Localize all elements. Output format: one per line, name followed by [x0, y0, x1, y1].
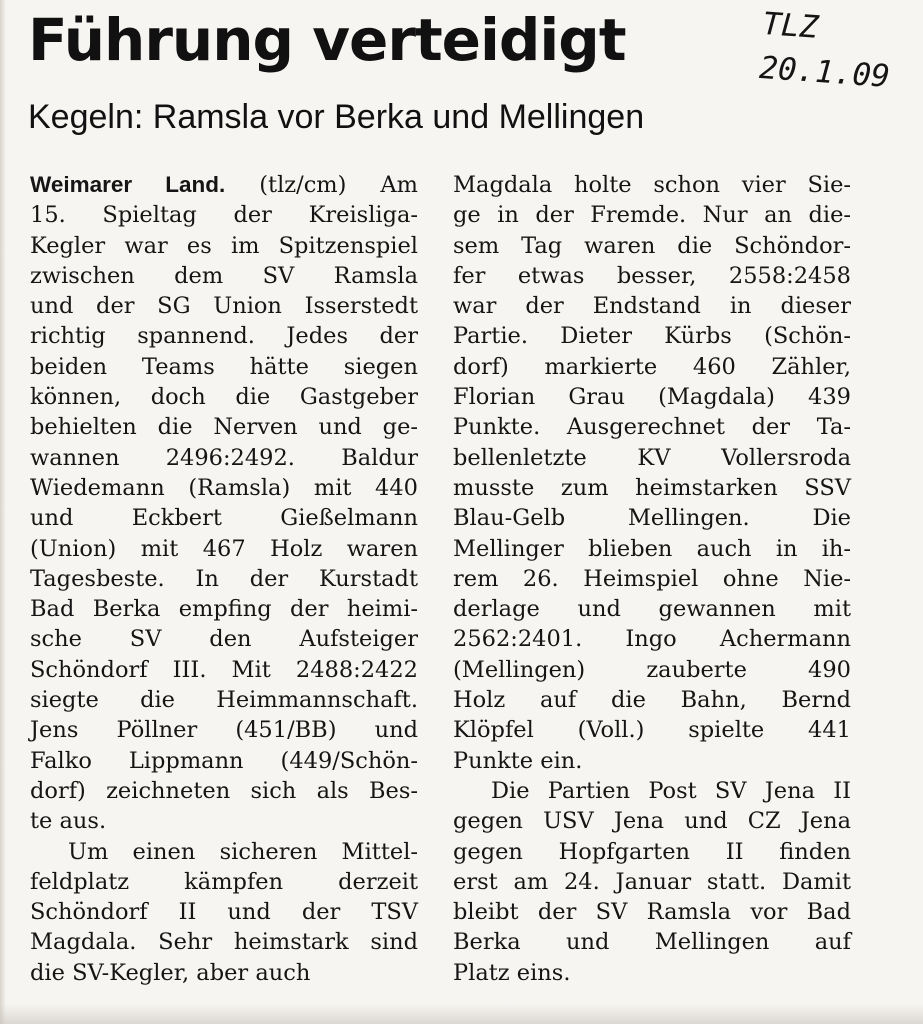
article-text-line — [453, 534, 851, 564]
line-text: Berka und Mellingen auf — [453, 929, 851, 956]
line-text: Platz eins. — [453, 959, 571, 986]
article-text-line — [453, 200, 851, 230]
line-text: Tagesbeste. In der Kurstadt — [30, 565, 418, 592]
line-text: Die Partien Post SV Jena II — [491, 777, 851, 804]
line-text: Bad Berka empfing der heimi- — [30, 596, 418, 623]
line-text: rem 26. Heimspiel ohne Nie- — [453, 565, 851, 592]
article-text-line — [30, 806, 418, 836]
article-text-line — [453, 776, 851, 806]
article-text-line — [30, 352, 418, 382]
line-text: sem Tag waren die Schöndor- — [453, 232, 851, 259]
paper-edge-left — [0, 0, 6, 1024]
line-text: Schöndorf II und der TSV — [30, 899, 418, 926]
article-subheadline: Kegeln: Ramsla vor Berka und Mellingen — [28, 98, 645, 136]
line-text: Mellinger blieben auch in ih- — [453, 535, 851, 562]
article-text-line — [30, 927, 418, 957]
line-text: dorf) markierte 460 Zähler, — [453, 353, 851, 380]
line-text: bleibt der SV Ramsla vor Bad — [453, 899, 851, 926]
line-text: wannen 2496:2492. Baldur — [30, 444, 418, 471]
article-text-line — [453, 412, 851, 442]
article-text-line — [30, 473, 418, 503]
article-text-line — [30, 261, 418, 291]
article-text-line — [30, 624, 418, 654]
line-text: Partie. Dieter Kürbs (Schön- — [453, 323, 851, 350]
article-text-line — [30, 231, 418, 261]
line-text: musste zum heimstarken SSV — [453, 474, 851, 501]
line-text: (Union) mit 467 Holz waren — [30, 535, 418, 562]
line-text: Blau-Gelb Mellingen. Die — [453, 505, 851, 532]
article-text-line — [453, 170, 851, 200]
handwritten-date: 20.1.09 — [758, 49, 891, 95]
article-text-line — [30, 685, 418, 715]
paper-edge-bottom — [0, 1004, 923, 1024]
line-text: Falko Lippmann (449/Schön- — [30, 747, 418, 774]
line-text: Florian Grau (Magdala) 439 — [453, 384, 851, 411]
line-text: behielten die Nerven und ge- — [30, 414, 418, 441]
article-text-line — [30, 594, 418, 624]
article-text-line — [30, 503, 418, 533]
line-text: (Mellingen) zauberte 490 — [453, 656, 851, 683]
line-text: feldplatz kämpfen derzeit — [30, 868, 418, 895]
line-text: gegen USV Jena und CZ Jena — [453, 808, 851, 835]
article-text-line — [30, 776, 418, 806]
article-text-line — [453, 837, 851, 867]
article-text-line — [453, 443, 851, 473]
article-text-line — [453, 806, 851, 836]
handwritten-source-note — [758, 2, 923, 101]
line-text: ge in der Fremde. Nur an die- — [453, 202, 851, 229]
article-text-line — [453, 503, 851, 533]
article-text-line — [453, 655, 851, 685]
line-text: te aus. — [30, 808, 107, 835]
article-text-line — [30, 837, 418, 867]
line-text: können, doch die Gastgeber — [30, 384, 418, 411]
line-text: war der Endstand in dieser — [453, 293, 851, 320]
line-text: beiden Teams hätte siegen — [30, 353, 418, 380]
article-text-line — [30, 715, 418, 745]
line-text: derlage und gewannen mit — [453, 596, 851, 623]
article-text-line — [453, 715, 851, 745]
line-text: Wiedemann (Ramsla) mit 440 — [30, 474, 418, 501]
article-headline: Führung verteidigt — [28, 6, 626, 74]
article-text-line — [30, 564, 418, 594]
line-text: zwischen dem SV Ramsla — [30, 262, 418, 289]
line-text: bellenletzte KV Vollersroda — [453, 444, 851, 471]
dateline: Weimarer Land. — [30, 172, 226, 197]
line-text: die SV-Kegler, aber auch — [30, 959, 311, 986]
article-text-line — [30, 321, 418, 351]
line-text: erst am 24. Januar statt. Damit — [453, 868, 851, 895]
article-text-line — [30, 655, 418, 685]
article-text-line — [30, 291, 418, 321]
article-text-line — [453, 564, 851, 594]
article-column-left — [30, 170, 418, 988]
article-text-line — [30, 897, 418, 927]
article-text-line — [30, 170, 418, 200]
article-text-line — [453, 927, 851, 957]
article-text-line — [453, 473, 851, 503]
line-text: und der SG Union Isserstedt — [30, 293, 418, 320]
article-text-line — [30, 200, 418, 230]
article-text-line — [30, 746, 418, 776]
line-text: Magdala holte schon vier Sie- — [453, 172, 851, 198]
article-text-line — [453, 382, 851, 412]
article-text-line — [453, 746, 851, 776]
article-text-line — [453, 231, 851, 261]
line-text: 15. Spieltag der Kreisliga- — [30, 202, 418, 229]
article-text-line — [453, 624, 851, 654]
article-text-line — [453, 321, 851, 351]
line-text: Punkte. Ausgerechnet der Ta- — [453, 414, 851, 441]
article-text-line — [30, 412, 418, 442]
line-text: Holz auf die Bahn, Bernd — [453, 687, 851, 714]
line-text: Kegler war es im Spitzenspiel — [30, 232, 418, 259]
line-text: Magdala. Sehr heimstark sind — [30, 929, 418, 956]
article-text-line — [453, 352, 851, 382]
line-text: und Eckbert Gießelmann — [30, 505, 418, 532]
line-text: 2562:2401. Ingo Achermann — [453, 626, 851, 653]
line-text: sche SV den Aufsteiger — [30, 626, 418, 653]
article-text-line — [453, 897, 851, 927]
article-text-line — [30, 443, 418, 473]
line-text: fer etwas besser, 2558:2458 — [453, 262, 851, 289]
article-text-line — [453, 867, 851, 897]
line-text: siegte die Heimmannschaft. — [30, 687, 418, 714]
article-text-line — [30, 958, 418, 988]
line-text: Schöndorf III. Mit 2488:2422 — [30, 656, 418, 683]
line-text: (tlz/cm) Am — [225, 172, 419, 198]
article-text-line — [453, 958, 851, 988]
article-text-line — [30, 867, 418, 897]
line-text: richtig spannend. Jedes der — [30, 323, 418, 350]
article-text-line — [453, 261, 851, 291]
article-text-line — [30, 382, 418, 412]
article-column-right — [453, 170, 851, 988]
article-text-line — [30, 534, 418, 564]
line-text: Um einen sicheren Mittel- — [68, 838, 418, 865]
line-text: gegen Hopfgarten II finden — [453, 838, 851, 865]
line-text: Jens Pöllner (451/BB) und — [30, 717, 418, 744]
article-text-line — [453, 594, 851, 624]
line-text: dorf) zeichneten sich als Bes- — [30, 777, 418, 804]
handwritten-source: TLZ — [761, 5, 820, 46]
article-text-line — [453, 685, 851, 715]
line-text: Klöpfel (Voll.) spielte 441 — [453, 717, 851, 744]
line-text: Punkte ein. — [453, 747, 583, 774]
article-text-line — [453, 291, 851, 321]
